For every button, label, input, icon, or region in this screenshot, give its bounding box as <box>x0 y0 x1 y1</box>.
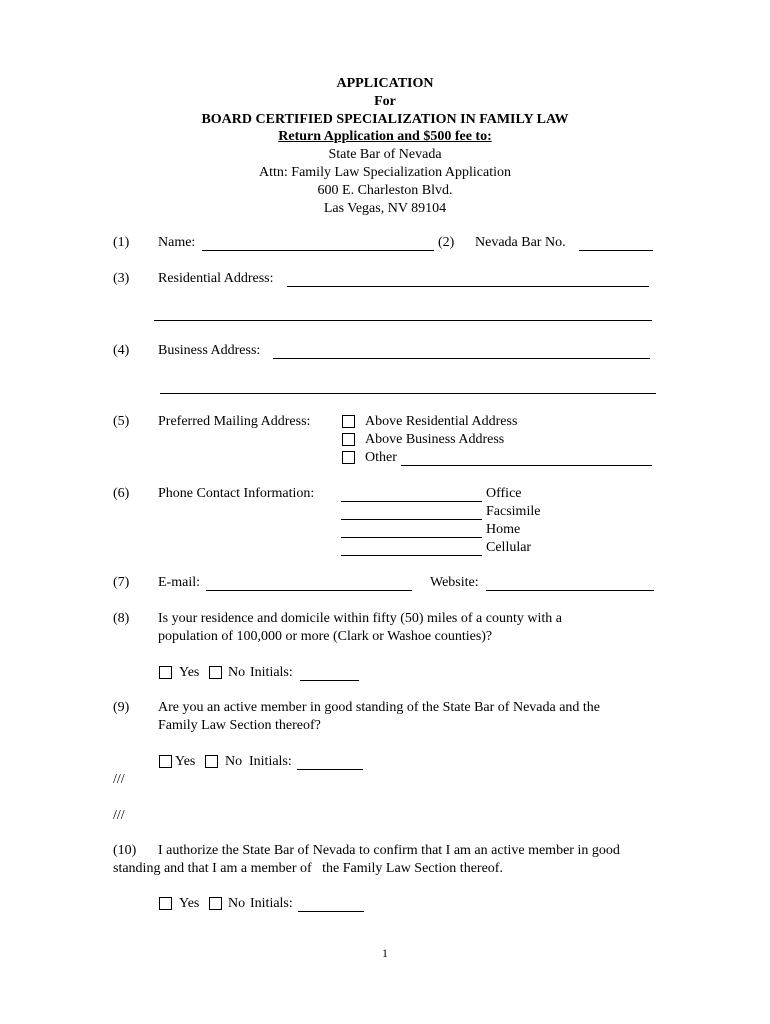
q8-initials-label: Initials: <box>250 665 293 680</box>
website-field[interactable] <box>486 576 654 591</box>
q4-number: (4) <box>113 343 130 358</box>
q6-number: (6) <box>113 486 130 501</box>
q10-yes-label: Yes <box>179 896 200 911</box>
return-instructions: Return Application and $500 fee to: <box>278 129 492 144</box>
q9-text-line-1: Are you an active member in good standing of the State Bar of Nevada and the <box>158 700 601 715</box>
address-line-2: Attn: Family Law Specialization Application <box>259 165 511 180</box>
q8-text-line-2: population of 100,000 or more (Clark or Washoe counties)? <box>158 629 493 644</box>
cellular-phone-label: Cellular <box>486 540 532 555</box>
q10-no-label: No <box>228 896 246 911</box>
business-address-field[interactable] <box>273 344 650 359</box>
q3-number: (3) <box>113 271 130 286</box>
separator-marks-1: /// <box>113 772 125 787</box>
address-line-3: 600 E. Charleston Blvd. <box>317 183 453 198</box>
name-label: Name: <box>158 235 196 250</box>
home-phone-field[interactable] <box>341 523 482 538</box>
business-address-field-line-2[interactable] <box>160 379 656 394</box>
facsimile-label: Facsimile <box>486 504 541 519</box>
q7-number: (7) <box>113 575 130 590</box>
q9-initials-field[interactable] <box>297 755 363 770</box>
q9-no-checkbox[interactable] <box>205 755 218 768</box>
bar-number-label: Nevada Bar No. <box>475 235 566 250</box>
residential-address-field-line-2[interactable] <box>154 306 652 321</box>
address-line-1: State Bar of Nevada <box>328 147 442 162</box>
q9-yes-label: Yes <box>175 754 196 769</box>
residential-address-checkbox[interactable] <box>342 415 355 428</box>
q10-yes-checkbox[interactable] <box>159 897 172 910</box>
office-phone-field[interactable] <box>341 487 482 502</box>
q10-text-line-1: I authorize the State Bar of Nevada to confirm that I am an active member in good <box>158 843 620 858</box>
business-address-label: Business Address: <box>158 343 261 358</box>
q9-yes-checkbox[interactable] <box>159 755 172 768</box>
bar-number-field[interactable] <box>579 236 653 251</box>
business-address-checkbox[interactable] <box>342 433 355 446</box>
q8-no-label: No <box>228 665 246 680</box>
q9-number: (9) <box>113 700 130 715</box>
title-specialization: BOARD CERTIFIED SPECIALIZATION IN FAMILY LAW <box>201 112 569 127</box>
address-line-4: Las Vegas, NV 89104 <box>323 201 447 216</box>
other-address-field[interactable] <box>401 451 652 466</box>
website-label: Website: <box>430 575 479 590</box>
q5-number: (5) <box>113 414 130 429</box>
name-field[interactable] <box>202 236 434 251</box>
title-for: For <box>374 94 396 109</box>
email-field[interactable] <box>206 576 412 591</box>
residential-address-field[interactable] <box>287 272 649 287</box>
cellular-phone-field[interactable] <box>341 541 482 556</box>
page-number: 1 <box>382 946 388 960</box>
office-phone-label: Office <box>486 486 522 501</box>
q8-number: (8) <box>113 611 130 626</box>
q8-yes-label: Yes <box>179 665 200 680</box>
separator-marks-2: /// <box>113 808 125 823</box>
residential-address-option: Above Residential Address <box>365 414 518 429</box>
mailing-address-label: Preferred Mailing Address: <box>158 414 311 429</box>
phone-contact-label: Phone Contact Information: <box>158 486 315 501</box>
home-phone-label: Home <box>486 522 521 537</box>
q2-number: (2) <box>438 235 455 250</box>
q10-initials-label: Initials: <box>250 896 293 911</box>
q8-no-checkbox[interactable] <box>209 666 222 679</box>
q9-no-label: No <box>225 754 243 769</box>
business-address-option: Above Business Address <box>365 432 505 447</box>
residential-address-label: Residential Address: <box>158 271 274 286</box>
q9-text-line-2: Family Law Section thereof? <box>158 718 321 733</box>
other-address-option: Other <box>365 450 397 465</box>
q8-initials-field[interactable] <box>300 666 359 681</box>
facsimile-field[interactable] <box>341 505 482 520</box>
q8-text-line-1: Is your residence and domicile within fifty (50) miles of a county with a <box>158 611 562 626</box>
q8-yes-checkbox[interactable] <box>159 666 172 679</box>
other-address-checkbox[interactable] <box>342 451 355 464</box>
q10-initials-field[interactable] <box>298 897 364 912</box>
email-label: E-mail: <box>158 575 200 590</box>
title-application: APPLICATION <box>336 76 434 91</box>
q1-number: (1) <box>113 235 130 250</box>
q9-initials-label: Initials: <box>249 754 292 769</box>
q10-no-checkbox[interactable] <box>209 897 222 910</box>
q10-number: (10) <box>113 843 137 858</box>
q10-text-line-2: standing and that I am a member of the Family Law Section thereof. <box>113 861 503 876</box>
